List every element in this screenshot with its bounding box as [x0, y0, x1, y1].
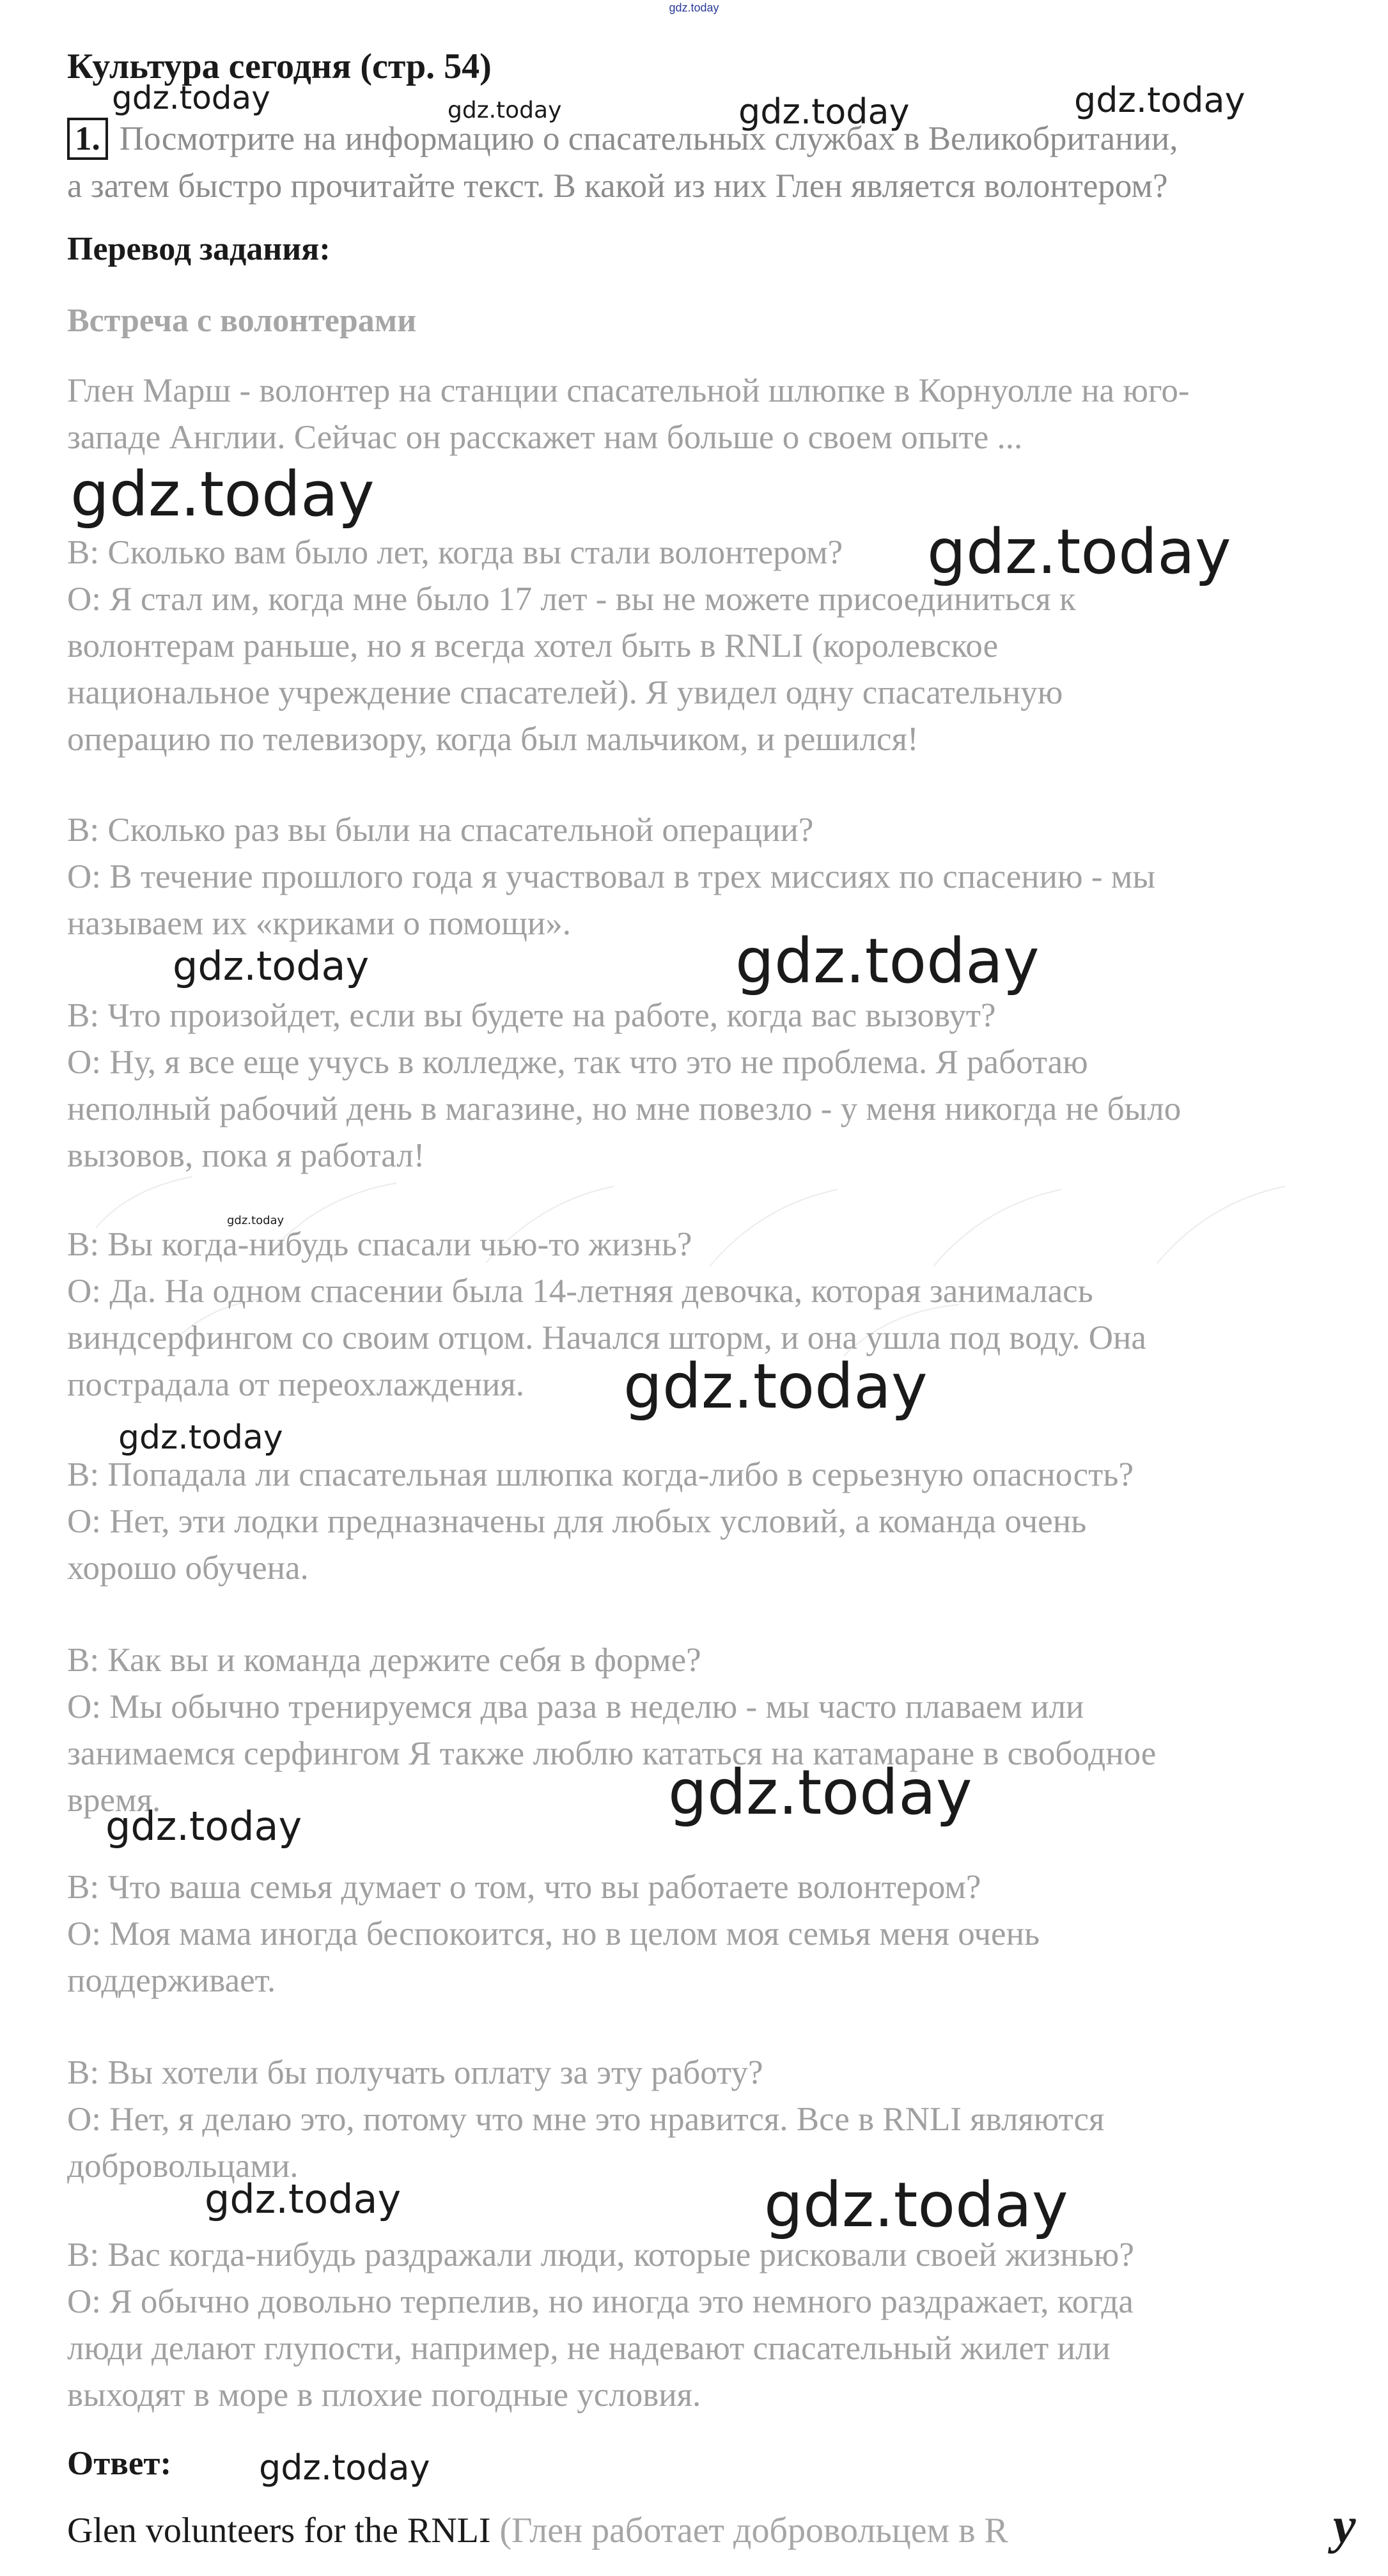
qa-block-8	[67, 2050, 1346, 2190]
answer-line: О: Нет, эти лодки предназначены для любых условий, а команда очень	[67, 1503, 1087, 1540]
article-title: Встреча с волонтерами	[67, 302, 417, 339]
watermark: gdz.today	[105, 1803, 302, 1850]
answer-line: неполный рабочий день в магазине, но мне повезло - у меня никогда не было	[67, 1090, 1181, 1127]
watermark: gdz.today	[173, 943, 370, 989]
answer-line: О: Я обычно довольно терпелив, но иногда это немного раздражает, когда	[67, 2283, 1134, 2320]
watermark: gdz.today	[227, 1214, 285, 1227]
watermark: gdz.today	[927, 516, 1231, 588]
task-number: 1.	[67, 118, 108, 160]
answer-line: О: Ну, я все еще учусь в колледже, так что это не проблема. Я работаю	[67, 1044, 1088, 1081]
answer-line: добровольцами.	[67, 2148, 299, 2185]
answer-line: волонтерам раньше, но я всегда хотел быть в RNLI (королевское	[67, 627, 999, 664]
answer-line: время.	[67, 1782, 161, 1819]
watermark: gdz.today	[259, 2447, 430, 2488]
translation-heading: Перевод задания:	[67, 231, 331, 267]
answer-line: поддерживает.	[67, 1962, 276, 1999]
qa-block-3	[67, 993, 1346, 1179]
intro-line: западе Англии. Сейчас он расскажет нам больше о своем опыте ...	[67, 419, 1023, 456]
watermark: gdz.today	[764, 2169, 1068, 2241]
question-line: В: Попадала ли спасательная шлюпка когда-либо в серьезную опасность?	[67, 1456, 1134, 1493]
answer-line: вызовов, пока я работал!	[67, 1137, 425, 1174]
intro-line: Глен Марш - волонтер на станции спасательной шлюпке в Корнуолле на юго-	[67, 372, 1190, 409]
watermark: gdz.today	[1074, 80, 1245, 120]
corner-glyph: y	[1333, 2498, 1356, 2554]
task-line-2: а затем быстро прочитайте текст. В какой из них Глен является волонтером?	[67, 168, 1168, 205]
task-block	[67, 115, 1346, 210]
question-line: В: Вы хотели бы получать оплату за эту работу?	[67, 2054, 763, 2091]
answer-english: Glen volunteers for the RNLI	[67, 2511, 491, 2550]
answer-line: О: Я стал им, когда мне было 17 лет - вы не можете присоединиться к	[67, 581, 1076, 618]
watermark: gdz.today	[205, 2176, 402, 2222]
question-line: В: Вас когда-нибудь раздражали люди, которые рисковали своей жизнью?	[67, 2236, 1134, 2274]
answer-line: О: Мы обычно тренируемся два раза в неделю - мы часто плаваем или	[67, 1688, 1084, 1725]
answer-line: О: В течение прошлого года я участвовал в трех миссиях по спасению - мы	[67, 858, 1155, 895]
answer-line: О: Моя мама иногда беспокоится, но в целом моя семья меня очень	[67, 1915, 1040, 1952]
answer-line: выходят в море в плохие погодные условия.	[67, 2376, 701, 2414]
question-line: В: Вы когда-нибудь спасали чью-то жизнь?	[67, 1226, 692, 1263]
question-line: В: Что произойдет, если вы будете на работе, когда вас вызовут?	[67, 997, 996, 1034]
answer-line: виндсерфингом со своим отцом. Начался шторм, и она ушла под воду. Она	[67, 1319, 1146, 1356]
watermark: gdz.today	[738, 91, 910, 132]
watermark: gdz.today	[623, 1351, 928, 1422]
watermark: gdz.today	[112, 79, 270, 116]
qa-block-7	[67, 1864, 1346, 2004]
watermark: gdz.today	[70, 459, 375, 530]
intro-paragraph	[67, 368, 1346, 461]
answer-line: О: Нет, я делаю это, потому что мне это нравится. Все в RNLI являются	[67, 2101, 1105, 2138]
task-line-1	[67, 115, 1346, 162]
answer-label: Ответ:	[67, 2445, 172, 2482]
watermark: gdz.today	[735, 925, 1040, 997]
watermark: gdz.today	[668, 1757, 972, 1828]
question-line: В: Как вы и команда держите себя в форме?	[67, 1642, 701, 1679]
top-watermark: gdz.today	[669, 1, 719, 14]
question-line: В: Сколько вам было лет, когда вы стали волонтером?	[67, 534, 843, 571]
answer-line: люди делают глупости, например, не надевают спасательный жилет или	[67, 2330, 1111, 2367]
question-line: В: Сколько раз вы были на спасательной операции?	[67, 812, 814, 849]
answer-text	[67, 2510, 1008, 2551]
qa-block-9	[67, 2232, 1346, 2419]
answer-line: хорошо обучена.	[67, 1550, 309, 1587]
qa-block-5	[67, 1452, 1346, 1592]
answer-line: пострадала от переохлаждения.	[67, 1366, 524, 1403]
answer-line: операцию по телевизору, когда был мальчиком, и решился!	[67, 721, 919, 758]
answer-line: О: Да. На одном спасении была 14-летняя девочка, которая занималась	[67, 1273, 1093, 1310]
qa-block-2	[67, 807, 1346, 947]
watermark: gdz.today	[448, 97, 562, 123]
answer-translation: (Глен работает добровольцем в R	[499, 2511, 1008, 2550]
task-text-1: Посмотрите на информацию о спасательных службах в Великобритании,	[119, 120, 1178, 157]
watermark: gdz.today	[118, 1418, 283, 1457]
page-heading: Культура сегодня (стр. 54)	[67, 47, 492, 86]
question-line: В: Что ваша семья думает о том, что вы работаете волонтером?	[67, 1869, 981, 1906]
answer-line: занимаемся серфингом Я также люблю кататься на катамаране в свободное	[67, 1735, 1157, 1772]
answer-line: называем их «криками о помощи».	[67, 905, 572, 942]
answer-line: национальное учреждение спасателей). Я увидел одну спасательную	[67, 674, 1063, 711]
